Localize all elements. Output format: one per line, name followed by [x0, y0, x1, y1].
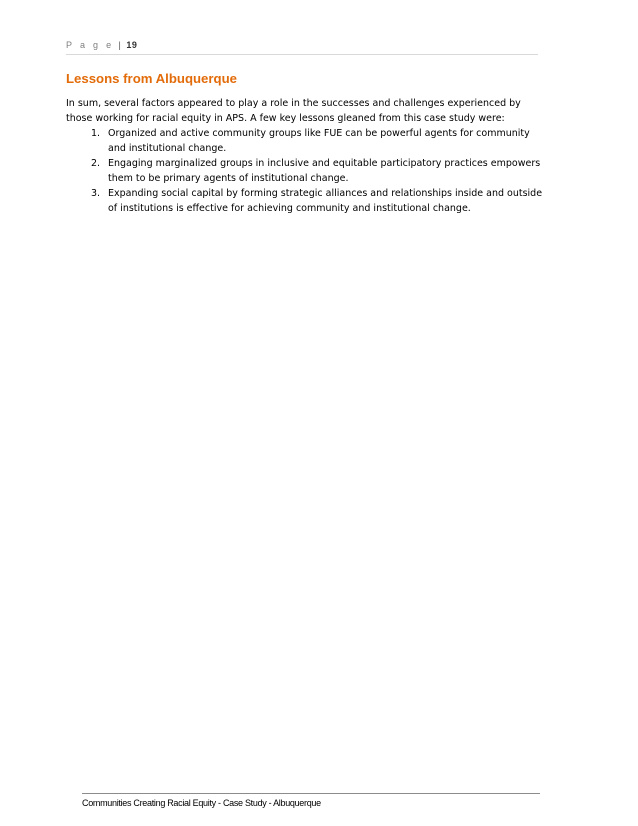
list-item-text: Expanding social capital by forming strategic alliances and relationships inside and outside of institutions is effective for achieving community and institutional change. — [108, 188, 543, 214]
page-label: P a g e — [66, 40, 114, 50]
list-item — [84, 127, 544, 156]
section-title: Lessons from Albuquerque — [66, 71, 237, 86]
list-item-text: Engaging marginalized groups in inclusive and equitable participatory practices empowers them to be primary agents of institutional change. — [108, 158, 541, 184]
list-item-number: 1. — [91, 128, 101, 139]
lessons-list — [84, 127, 544, 217]
intro-paragraph: In sum, several factors appeared to play a role in the successes and challenges experienced by those working for racial equity in APS. A few key lessons gleaned from this case study were: — [66, 98, 521, 124]
footer-text: Communities Creating Racial Equity - Case Study - Albuquerque — [82, 798, 321, 808]
list-item — [84, 157, 544, 186]
list-item-number: 3. — [91, 188, 101, 199]
list-item-text: Organized and active community groups like FUE can be powerful agents for community and institutional change. — [108, 128, 530, 154]
page-separator: | — [118, 40, 121, 50]
page-header — [66, 38, 538, 55]
page-footer — [82, 793, 540, 809]
list-item — [84, 187, 544, 216]
page-number: 19 — [126, 40, 138, 50]
list-item-number: 2. — [91, 158, 101, 169]
